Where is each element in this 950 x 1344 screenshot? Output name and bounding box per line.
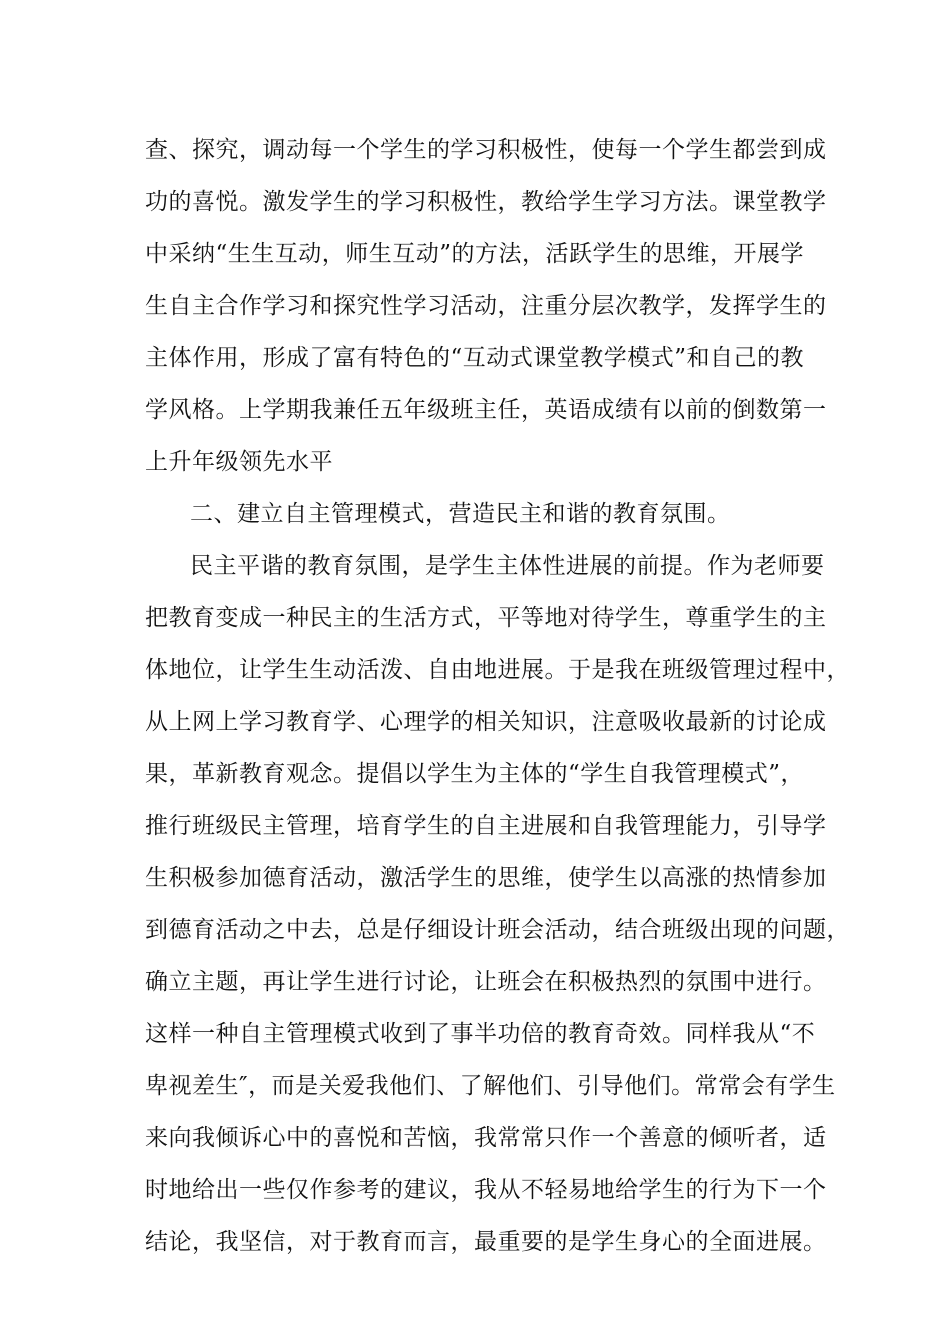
text-line: 果，革新教育观念。提倡以学生为主体的“学生自我管理模式”， (145, 761, 805, 787)
text-line: 把教育变成一种民主的生活方式，平等地对待学生，尊重学生的主 (145, 605, 827, 631)
text-line: 查、探究，调动每一个学生的学习积极性，使每一个学生都尝到成 (145, 137, 827, 163)
text-line: 民主平谐的教育氛围，是学生主体性进展的前提。作为老师要 (190, 553, 825, 579)
text-line: 确立主题，再让学生进行讨论，让班会在积极热烈的氛围中进行。 (145, 969, 827, 995)
text-line: 来向我倾诉心中的喜悦和苦恼，我常常只作一个善意的倾听者，适 (145, 1125, 827, 1151)
text-line: 生自主合作学习和探究性学习活动，注重分层次教学，发挥学生的 (145, 293, 827, 319)
text-line: 中采纳“生生互动，师生互动”的方法，活跃学生的思维，开展学 (145, 241, 805, 267)
text-line: 时地给出一些仅作参考的建议，我从不轻易地给学生的行为下一个 (145, 1177, 827, 1203)
text-line: 主体作用，形成了富有特色的“互动式课堂教学模式”和自己的教 (145, 345, 805, 371)
text-line: 生积极参加德育活动，激活学生的思维，使学生以高涨的热情参加 (145, 865, 827, 891)
text-line: 学风格。上学期我兼任五年级班主任，英语成绩有以前的倒数第一 (145, 397, 827, 423)
text-line: 从上网上学习教育学、心理学的相关知识，注意吸收最新的讨论成 (145, 709, 827, 735)
text-line: 卑视差生″，而是关爱我他们、了解他们、引导他们。常常会有学生 (145, 1073, 836, 1099)
text-line: 上升年级领先水平 (145, 449, 333, 475)
text-line: 这样一种自主管理模式收到了事半功倍的教育奇效。同样我从“不 (145, 1021, 816, 1047)
text-line: 体地位，让学生生动活泼、自由地进展。于是我在班级管理过程中， (145, 657, 850, 683)
text-line: 到德育活动之中去，总是仔细设计班会活动，结合班级出现的问题， (145, 917, 850, 943)
section-heading: 二、建立自主管理模式，营造民主和谐的教育氛围。 (190, 501, 731, 527)
text-line: 推行班级民主管理，培育学生的自主进展和自我管理能力，引导学 (145, 813, 827, 839)
text-line: 结论，我坚信，对于教育而言，最重要的是学生身心的全面进展。 (145, 1229, 827, 1255)
text-line: 功的喜悦。激发学生的学习积极性，教给学生学习方法。课堂教学 (145, 189, 827, 215)
